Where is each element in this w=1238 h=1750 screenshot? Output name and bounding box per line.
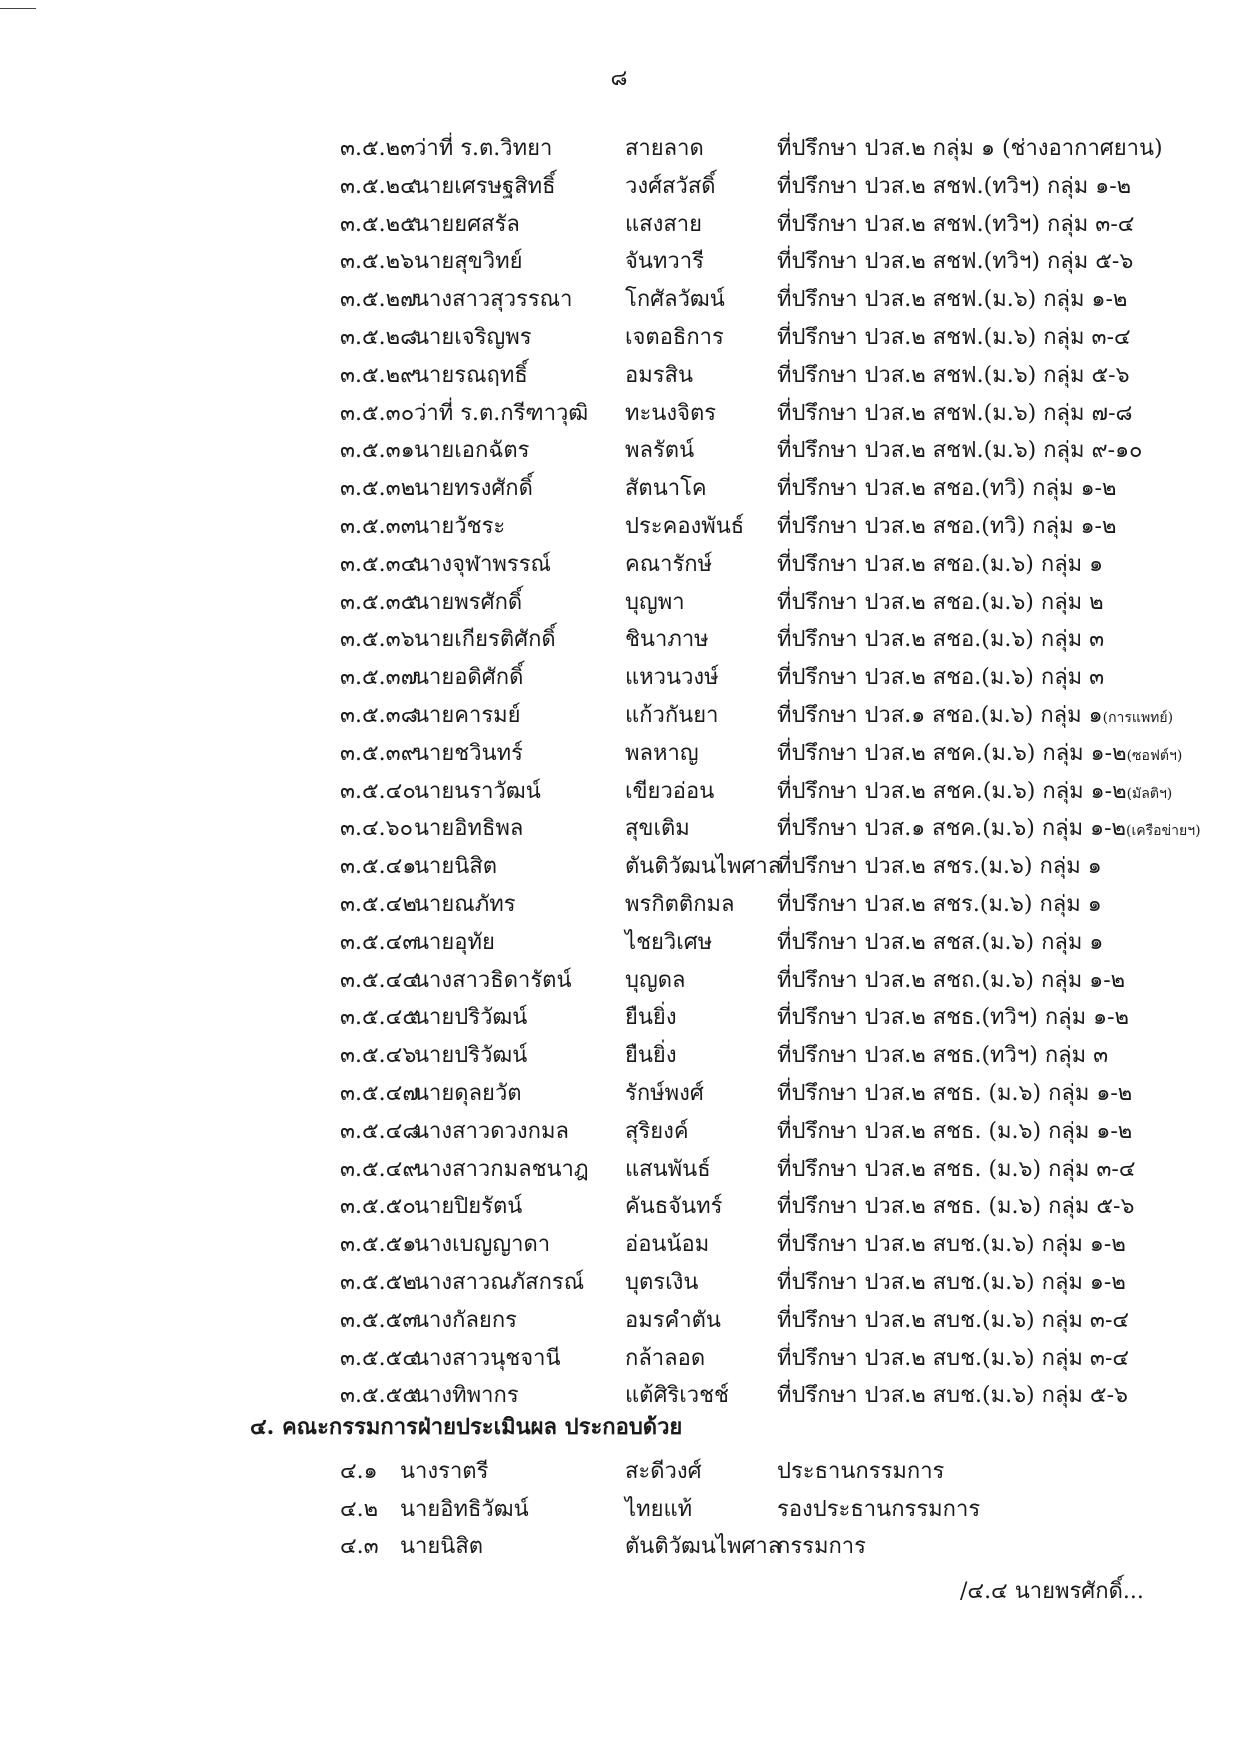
list-item [0,319,1238,357]
item-number: ๓.๕.๕๔ [340,1345,419,1371]
duty-description [777,1151,1136,1189]
top-edge-line [0,8,36,9]
list-item [0,281,1238,319]
person-surname: แก้วกันยา [625,702,719,728]
duty-text: ที่ปรึกษา ปวส.๒ สบช.(ม.๖) กลุ่ม ๑-๒ [777,1232,1126,1258]
list-item [0,1113,1238,1151]
item-number: ๓.๕.๓๑ [340,438,415,464]
person-name: นางเบญญาดา [414,1232,551,1258]
duty-description [777,319,1131,357]
duty-text: ที่ปรึกษา ปวส.๒ สชฟ.(ม.๖) กลุ่ม ๕-๖ [777,362,1130,388]
duty-text: ที่ปรึกษา ปวส.๒ สชส.(ม.๖) กลุ่ม ๑ [777,929,1104,955]
person-name: นายปิยรัตน์ [414,1194,523,1220]
list-item [0,1302,1238,1340]
committee-member [0,1528,1238,1566]
duty-description [777,508,1116,546]
list-item [0,584,1238,622]
duty-note: (ซอฟต์ฯ) [1126,747,1183,764]
person-name: นางกัลยกร [414,1307,517,1333]
item-number: ๓.๕.๕๐ [340,1194,416,1220]
list-item [0,659,1238,697]
person-surname: ชินาภาษ [625,627,709,653]
person-name: นายดุลยวัต [414,1080,522,1106]
duty-text: ที่ปรึกษา ปวส.๒ สชฟ.(ทวิฯ) กลุ่ม ๕-๖ [777,249,1134,275]
person-name: นายคารมย์ [414,702,521,728]
person-name: นายณภัทร [414,891,516,917]
person-name: นางสาวดวงกมล [414,1118,569,1144]
duty-description [777,206,1134,244]
list-item [0,1188,1238,1226]
list-item [0,697,1238,735]
committee-role: ประธานกรรมการ [777,1459,945,1484]
duty-text: ที่ปรึกษา ปวส.๑ สชค.(ม.๖) กลุ่ม ๑-๒ [777,816,1127,842]
item-number: ๓.๔.๖๐ [340,816,414,842]
person-name: นายอิทธิพล [414,816,524,842]
list-item [0,168,1238,206]
item-number: ๓.๕.๕๒ [340,1269,417,1295]
duty-description [777,1113,1132,1151]
duty-text: ที่ปรึกษา ปวส.๒ สชฟ.(ม.๖) กลุ่ม ๙-๑๐ [777,438,1143,464]
person-name: นายอิทธิวัฒน์ [400,1496,529,1522]
duty-text: ที่ปรึกษา ปวส.๑ สชอ.(ม.๖) กลุ่ม ๑ [777,702,1103,728]
duty-text: ที่ปรึกษา ปวส.๒ สชค.(ม.๖) กลุ่ม ๑-๒ [777,778,1127,804]
person-name: นางราตรี [400,1459,489,1484]
person-surname: บุญดล [625,967,686,993]
duty-text: ที่ปรึกษา ปวส.๒ สชธ. (ม.๖) กลุ่ม ๑-๒ [777,1118,1133,1144]
duty-text: ที่ปรึกษา ปวส.๒ สชฟ.(ทวิฯ) กลุ่ม ๓-๔ [777,211,1135,237]
list-item [0,886,1238,924]
duty-description [777,962,1125,1000]
duty-description [777,621,1104,659]
item-number: ๓.๕.๔๑ [340,854,417,880]
list-item [0,735,1238,773]
list-item [0,924,1238,962]
list-item [0,546,1238,584]
continuation-note: /๔.๔ นายพรศักดิ์... [960,1579,1144,1604]
duty-note: (มัลติฯ) [1126,785,1173,802]
item-number: ๓.๕.๔๗ [340,1080,419,1106]
item-number: ๓.๕.๕๑ [340,1232,417,1258]
duty-text: ที่ปรึกษา ปวส.๒ สชฟ.(ม.๖) กลุ่ม ๓-๔ [777,324,1131,350]
person-surname: ตันติวัฒนไพศาล [625,1534,782,1559]
person-surname: บุญพา [625,589,685,615]
duty-description [777,1075,1132,1113]
duty-description [777,1302,1129,1340]
person-surname: คณารักษ์ [625,551,713,577]
person-surname: เจตอธิการ [625,324,724,350]
person-name: นายอุทัย [414,929,495,955]
item-number: ๔.๑ [340,1459,378,1484]
person-name: ว่าที่ ร.ต.วิทยา [414,136,553,161]
person-surname: อมรสิน [625,362,693,388]
person-surname: ประคองพันธ์ [625,513,745,539]
person-name: นางสาวกมลชนาฎ [414,1156,589,1182]
list-item [0,130,1238,168]
committee-member [0,1491,1238,1529]
duty-description [777,395,1132,433]
person-name: นายเจริญพร [414,324,532,350]
item-number: ๔.๒ [340,1496,379,1522]
duty-description [777,432,1142,470]
duty-text: ที่ปรึกษา ปวส.๒ สชธ. (ม.๖) กลุ่ม ๑-๒ [777,1080,1133,1106]
list-item [0,962,1238,1000]
person-name: นายอดิศักดิ์ [414,665,524,691]
committee-role: กรรมการ [777,1534,866,1559]
person-name: นายรณฤทธิ์ [414,362,528,388]
list-item [0,848,1238,886]
person-name: นางสาวนุชจานี [414,1345,561,1371]
duty-text: ที่ปรึกษา ปวส.๒ สชถ.(ม.๖) กลุ่ม ๑-๒ [777,967,1126,993]
person-name: นายเศรษฐสิทธิ์ [414,173,556,199]
duty-text: ที่ปรึกษา ปวส.๒ สบช.(ม.๖) กลุ่ม ๓-๔ [777,1345,1130,1371]
duty-description [777,130,1163,168]
person-surname: สายลาด [625,136,704,161]
person-surname: ไทยแท้ [625,1496,693,1522]
person-surname: คันธจันทร์ [625,1194,723,1220]
person-surname: บุตรเงิน [625,1269,699,1295]
committee-member [0,1453,1238,1491]
duty-text: ที่ปรึกษา ปวส.๒ กลุ่ม ๑ (ช่างอากาศยาน) [777,136,1163,161]
duty-description [777,470,1116,508]
duty-text: ที่ปรึกษา ปวส.๒ สชฟ.(ม.๖) กลุ่ม ๑-๒ [777,287,1128,313]
list-item [0,470,1238,508]
item-number: ๓.๕.๔๔ [340,967,419,993]
person-surname: รักษ์พงศ์ [625,1080,704,1106]
person-name: นายนิสิต [400,1534,484,1559]
item-number: ๓.๕.๔๖ [340,1043,417,1069]
list-item [0,1075,1238,1113]
section-heading: ๔. คณะกรรมการฝ่ายประเมินผล ประกอบด้วย [250,1414,683,1440]
person-name: นายปริวัฒน์ [414,1005,528,1031]
list-item [0,1340,1238,1378]
list-item [0,243,1238,281]
duty-text: ที่ปรึกษา ปวส.๒ สชธ.(ทวิฯ) กลุ่ม ๑-๒ [777,1005,1130,1031]
person-surname: พลหาญ [625,740,699,766]
duty-text: ที่ปรึกษา ปวส.๒ สชฟ.(ม.๖) กลุ่ม ๗-๘ [777,400,1133,426]
duty-description [777,1264,1126,1302]
duty-description [777,1226,1126,1264]
committee-role: รองประธานกรรมการ [777,1496,981,1522]
person-surname: กล้าลอด [625,1345,706,1371]
person-surname: จันทวารี [625,249,704,275]
item-number: ๓.๕.๓๖ [340,627,415,653]
person-name: นายทรงศักดิ์ [414,476,533,502]
item-number: ๓.๕.๓๐ [340,400,415,426]
person-name: นายชวินทร์ [414,740,523,766]
item-number: ๓.๕.๒๗ [340,287,417,313]
person-surname: ทะนงจิตร [625,400,717,426]
person-surname: แต้ศิริเวชช์ [625,1383,729,1409]
person-surname: พลรัตน์ [625,438,695,464]
person-surname: วงศ์สวัสดิ์ [625,173,716,199]
person-surname: แสนพันธ์ [625,1156,711,1182]
person-name: นางสาวธิดารัตน์ [414,967,572,993]
person-surname: สุริยงค์ [625,1118,689,1144]
duty-description [777,281,1127,319]
person-name: ว่าที่ ร.ต.กรีฑาวุฒิ [414,400,589,426]
item-number: ๓.๕.๔๒ [340,891,417,917]
item-number: ๓.๕.๓๕ [340,589,418,615]
person-surname: อ่อนน้อม [625,1232,710,1258]
duty-text: ที่ปรึกษา ปวส.๒ สชร.(ม.๖) กลุ่ม ๑ [777,891,1102,917]
duty-description [777,1188,1134,1226]
person-surname: ไชยวิเศษ [625,929,713,955]
item-number: ๓.๕.๒๘ [340,324,418,350]
duty-description [777,848,1102,886]
duty-text: ที่ปรึกษา ปวส.๒ สชอ.(ทวิ) กลุ่ม ๑-๒ [777,476,1117,502]
duty-text: ที่ปรึกษา ปวส.๒ สชธ. (ม.๖) กลุ่ม ๕-๖ [777,1194,1135,1220]
duty-description [777,546,1103,584]
duty-description [777,924,1103,962]
duty-note: (การแพทย์) [1102,709,1174,726]
item-number: ๓.๕.๒๓ [340,136,416,161]
list-item [0,206,1238,244]
person-name: นายเอกฉัตร [414,438,530,464]
person-surname: แหวนวงษ์ [625,665,719,691]
duty-description [777,1340,1129,1378]
item-number: ๓.๕.๒๔ [340,173,417,199]
person-name: นายยศสรัล [414,211,520,237]
person-name: นางจุฬาพรรณ์ [414,551,551,577]
duty-description [777,697,1173,738]
duty-text: ที่ปรึกษา ปวส.๒ สชอ.(ม.๖) กลุ่ม ๓ [777,627,1105,653]
list-item [0,1264,1238,1302]
duty-text: ที่ปรึกษา ปวส.๒ สชธ.(ทวิฯ) กลุ่ม ๓ [777,1043,1109,1069]
person-surname: ยืนยิ่ง [625,1043,677,1069]
list-item [0,1151,1238,1189]
list-item [0,621,1238,659]
duty-description [777,810,1201,851]
item-number: ๓.๕.๓๓ [340,513,416,539]
person-surname: ตันติวัฒนไพศาล [625,854,782,880]
page-number: ๘ [610,66,628,91]
duty-text: ที่ปรึกษา ปวส.๒ สชอ.(ม.๖) กลุ่ม ๑ [777,551,1104,577]
person-name: นายวัชระ [414,513,506,539]
person-name: นายนราวัฒน์ [414,778,541,804]
person-surname: สุขเติม [625,816,690,842]
duty-text: ที่ปรึกษา ปวส.๒ สชฟ.(ทวิฯ) กลุ่ม ๑-๒ [777,173,1132,199]
person-surname: โกศัลวัฒน์ [625,287,725,313]
person-surname: แสงสาย [625,211,703,237]
person-surname: ยืนยิ่ง [625,1005,677,1031]
person-surname: สะดีวงศ์ [625,1459,702,1484]
item-number: ๓.๕.๔๘ [340,1118,420,1144]
duty-text: ที่ปรึกษา ปวส.๒ สชอ.(ทวิ) กลุ่ม ๑-๒ [777,513,1117,539]
duty-note: (เครือข่ายฯ) [1126,823,1201,840]
item-number: ๓.๕.๓๙ [340,740,417,766]
person-surname: สัตนาโค [625,476,707,502]
person-name: นายสุขวิทย์ [414,249,523,275]
list-item [0,1226,1238,1264]
committee-member-list [0,1453,1238,1566]
duty-text: ที่ปรึกษา ปวส.๒ สชค.(ม.๖) กลุ่ม ๑-๒ [777,740,1127,766]
duty-description [777,168,1131,206]
item-number: ๓.๕.๓๔ [340,551,418,577]
duty-description [777,1377,1128,1415]
item-number: ๓.๕.๓๗ [340,665,418,691]
duty-description [777,243,1133,281]
item-number: ๓.๕.๒๖ [340,249,415,275]
duty-text: ที่ปรึกษา ปวส.๒ สชอ.(ม.๖) กลุ่ม ๒ [777,589,1104,615]
item-number: ๔.๓ [340,1534,379,1559]
duty-description [777,584,1104,622]
list-item [0,999,1238,1037]
duty-text: ที่ปรึกษา ปวส.๒ สบช.(ม.๖) กลุ่ม ๕-๖ [777,1383,1128,1409]
duty-description [777,357,1130,395]
list-item [0,508,1238,546]
item-number: ๓.๕.๕๕ [340,1383,419,1409]
duty-description [777,659,1104,697]
person-name: นางทิพากร [414,1383,519,1409]
item-number: ๓.๕.๔๓ [340,929,418,955]
list-item [0,432,1238,470]
advisor-assignment-list [0,130,1238,1415]
item-number: ๓.๕.๓๘ [340,702,418,728]
list-item [0,357,1238,395]
person-name: นายเกียรติศักดิ์ [414,627,556,653]
duty-description [777,773,1172,814]
list-item [0,1037,1238,1075]
person-name: นางสาวณภัสกรณ์ [414,1269,585,1295]
item-number: ๓.๕.๒๕ [340,211,417,237]
item-number: ๓.๕.๔๐ [340,778,416,804]
person-surname: พรกิตติกมล [625,891,735,917]
item-number: ๓.๕.๕๓ [340,1307,418,1333]
person-name: นายพรศักดิ์ [414,589,523,615]
item-number: ๓.๕.๔๙ [340,1156,419,1182]
duty-text: ที่ปรึกษา ปวส.๒ สชร.(ม.๖) กลุ่ม ๑ [777,854,1102,880]
person-surname: เขียวอ่อน [625,778,715,804]
list-item [0,395,1238,433]
person-name: นางสาวสุวรรณา [414,287,573,313]
duty-text: ที่ปรึกษา ปวส.๒ สชธ. (ม.๖) กลุ่ม ๓-๔ [777,1156,1136,1182]
person-surname: อมรคำตัน [625,1307,721,1333]
item-number: ๓.๕.๓๒ [340,476,416,502]
item-number: ๓.๕.๔๕ [340,1005,419,1031]
item-number: ๓.๕.๒๙ [340,362,417,388]
list-item [0,773,1238,811]
duty-description [777,1037,1108,1075]
duty-text: ที่ปรึกษา ปวส.๒ สบช.(ม.๖) กลุ่ม ๓-๔ [777,1307,1130,1333]
list-item [0,810,1238,848]
duty-text: ที่ปรึกษา ปวส.๒ สชอ.(ม.๖) กลุ่ม ๓ [777,665,1105,691]
duty-text: ที่ปรึกษา ปวส.๒ สบช.(ม.๖) กลุ่ม ๑-๒ [777,1269,1126,1295]
duty-description [777,886,1102,924]
person-name: นายปริวัฒน์ [414,1043,528,1069]
person-name: นายนิสิต [414,854,498,880]
duty-description [777,735,1182,776]
duty-description [777,999,1129,1037]
